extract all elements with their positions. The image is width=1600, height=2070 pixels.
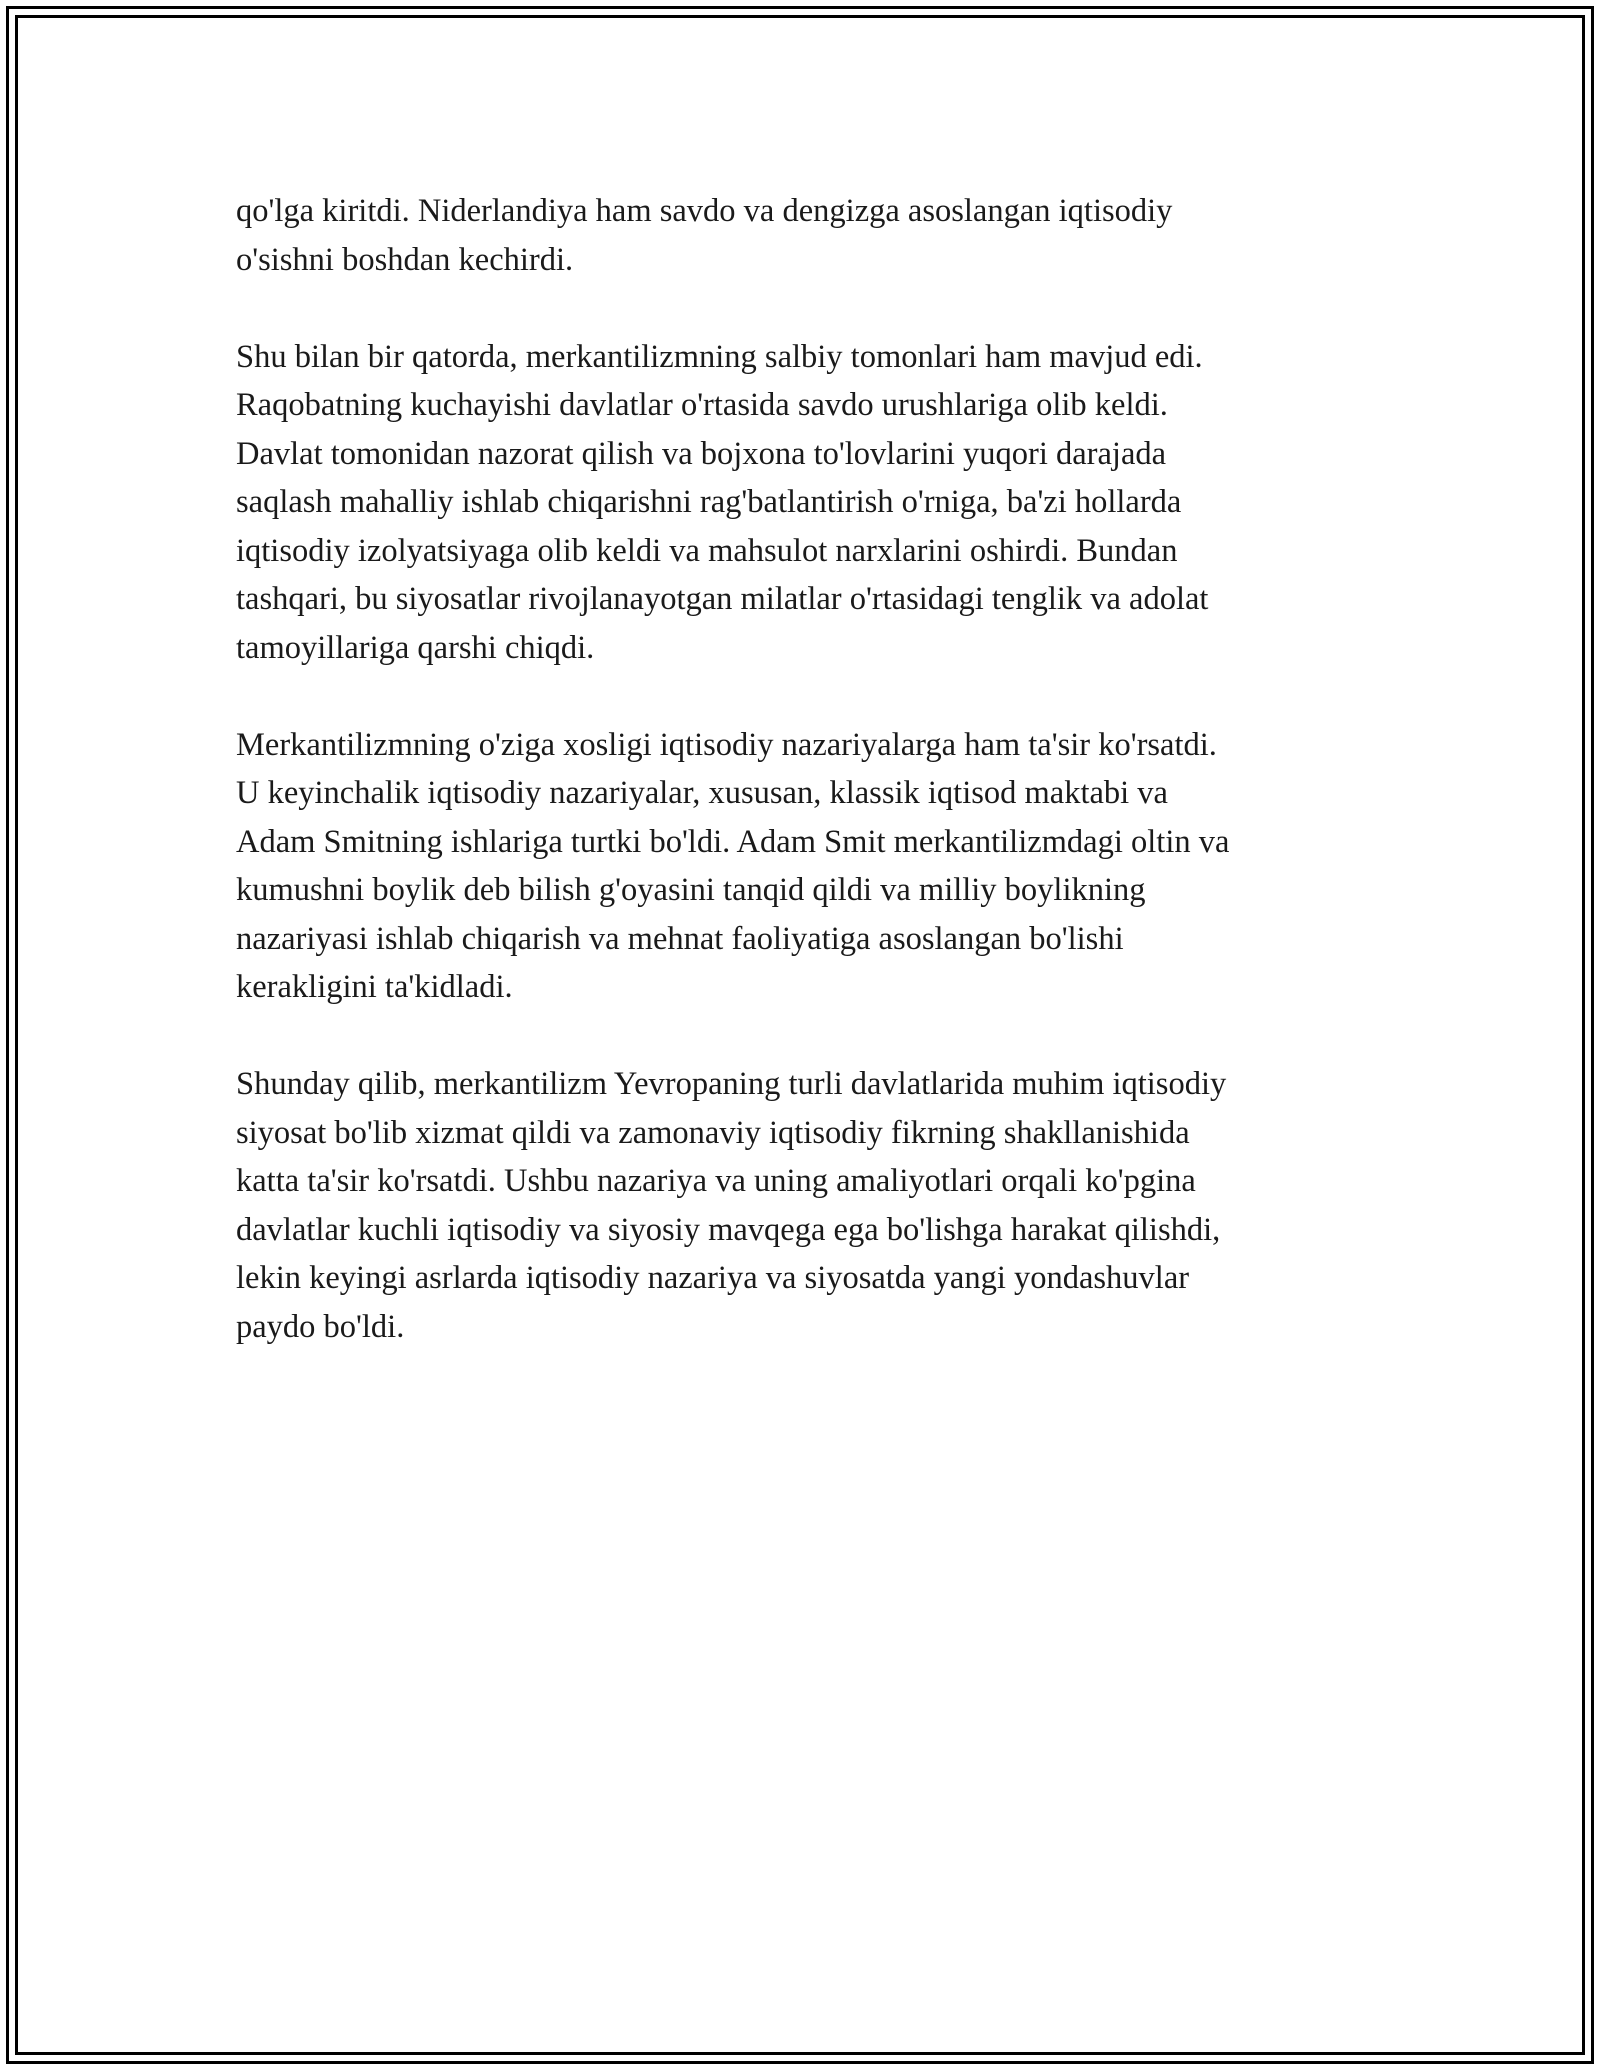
paragraph-3 (236, 721, 1396, 1012)
paragraph-4 (236, 1060, 1396, 1351)
text-line: U keyinchalik iqtisodiy nazariyalar, xususan, klassik iqtisod maktabi va (236, 775, 1168, 811)
text-line: Davlat tomonidan nazorat qilish va bojxona to'lovlarini yuqori darajada (236, 435, 1167, 472)
text-line: iqtisodiy izolyatsiyaga olib keldi va mahsulot narxlarini oshirdi. Bundan (236, 532, 1178, 569)
text-line: o'sishni boshdan kechirdi. (236, 241, 574, 278)
text-line: davlatlar kuchli iqtisodiy va siyosiy mavqega ega bo'lishga harakat qilishdi, (236, 1211, 1221, 1248)
text-line: tashqari, bu siyosatlar rivojlanayotgan milatlar o'rtasidagi tenglik va adolat (236, 581, 1209, 617)
text-line: Shunday qilib, merkantilizm Yevropaning turli davlatlarida muhim iqtisodiy (236, 1066, 1227, 1102)
text-line: kerakligini ta'kidladi. (236, 969, 513, 1005)
text-line: nazariyasi ishlab chiqarish va mehnat faoliyatiga asoslangan bo'lishi (236, 920, 1124, 957)
text-line: lekin keyingi asrlarda iqtisodiy nazariya va siyosatda yangi yondashuvlar (236, 1260, 1190, 1296)
text-line: Shu bilan bir qatorda, merkantilizmning salbiy tomonlari ham mavjud edi. (236, 338, 1203, 375)
text-line: saqlash mahalliy ishlab chiqarishni rag'batlantirish o'rniga, ba'zi hollarda (236, 484, 1182, 520)
paragraph-2 (236, 333, 1396, 673)
text-line: katta ta'sir ko'rsatdi. Ushbu nazariya va uning amaliyotlari orqali ko'pgina (236, 1163, 1196, 1199)
text-line: Raqobatning kuchayishi davlatlar o'rtasida savdo urushlariga olib keldi. (236, 387, 1168, 423)
text-line: paydo bo'ldi. (236, 1308, 405, 1345)
text-line: siyosat bo'lib xizmat qildi va zamonaviy iqtisodiy fikrning shakllanishida (236, 1114, 1190, 1151)
document-body (236, 187, 1396, 1400)
text-line: Adam Smitning ishlariga turtki bo'ldi. Adam Smit merkantilizmdagi oltin va (236, 823, 1230, 860)
text-line: tamoyillariga qarshi chiqdi. (236, 629, 595, 666)
text-line: Merkantilizmning o'ziga xosligi iqtisodiy nazariyalarga ham ta'sir ko'rsatdi. (236, 726, 1217, 763)
text-line: kumushni boylik deb bilish g'oyasini tanqid qildi va milliy boylikning (236, 872, 1146, 908)
paragraph-1 (236, 187, 1396, 284)
text-line: qo'lga kiritdi. Niderlandiya ham savdo va dengizga asoslangan iqtisodiy (236, 193, 1173, 229)
